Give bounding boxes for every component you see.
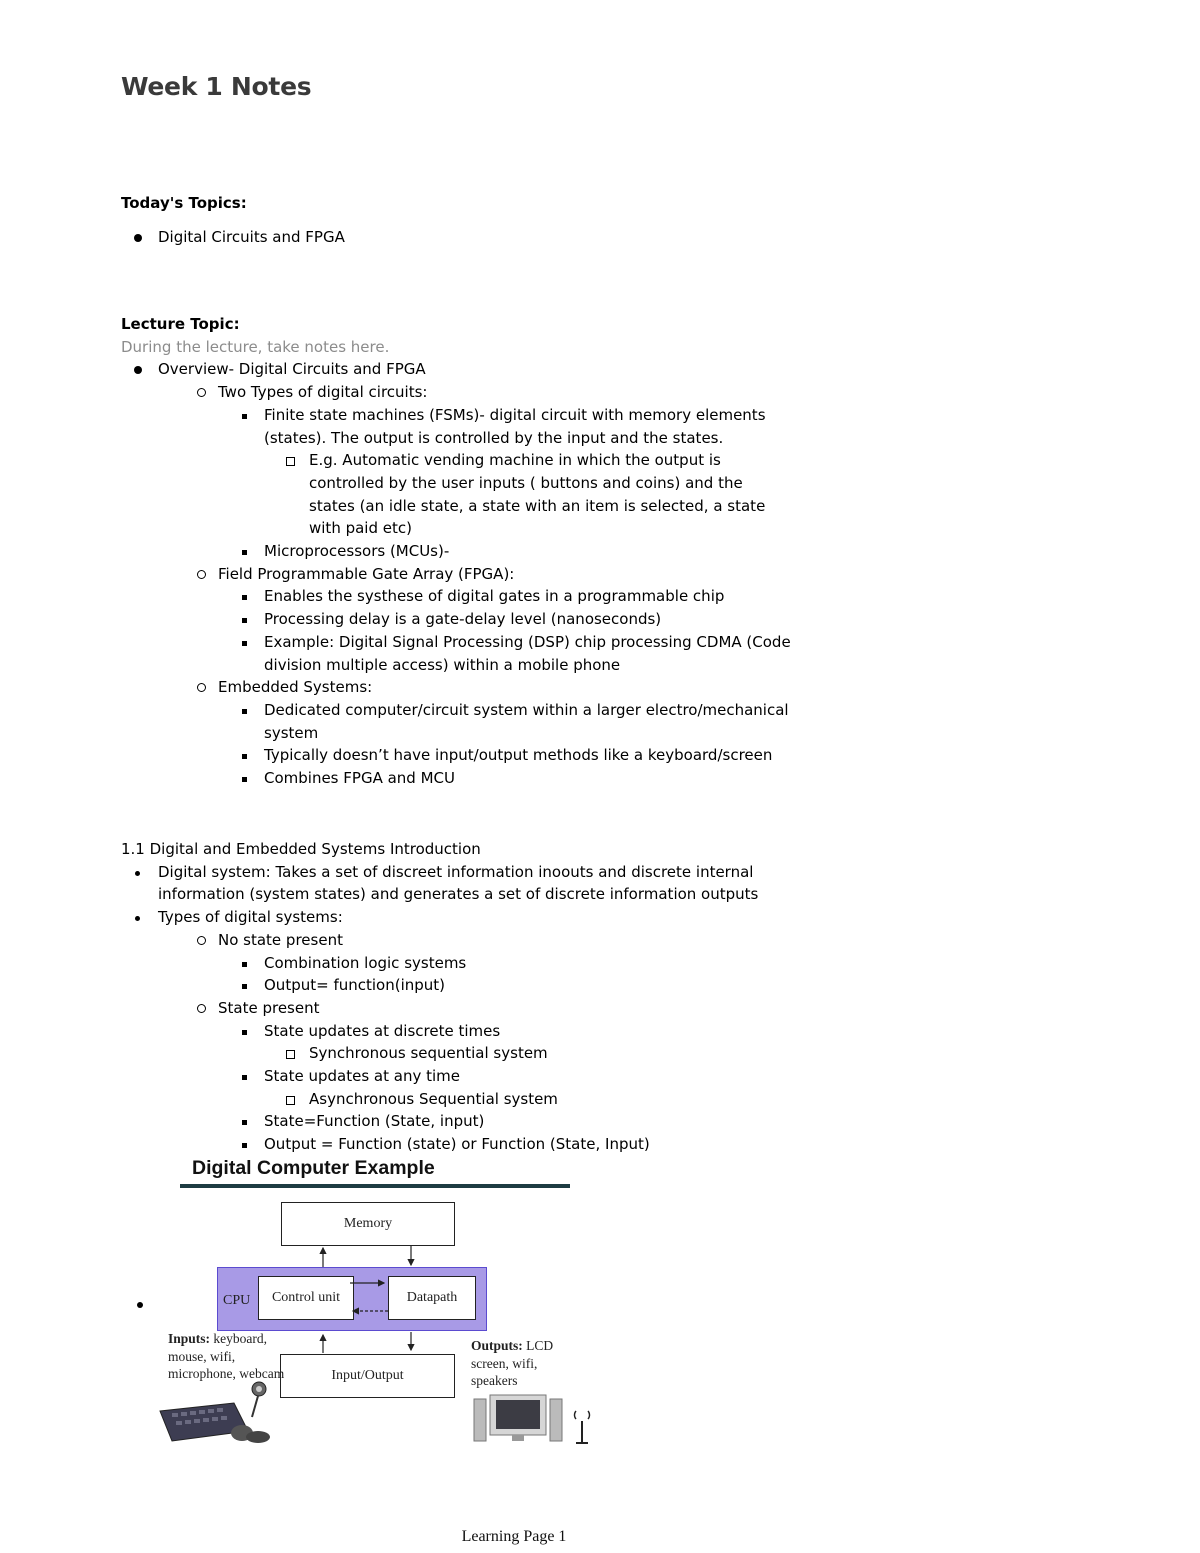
digital-computer-figure: [150, 1155, 610, 1455]
cpu-label: CPU: [223, 1293, 251, 1308]
lecture-section: [121, 313, 841, 790]
keyboard-webcam-picture: [156, 1381, 276, 1447]
section-heading: 1.1 Digital and Embedded Systems Introduction: [121, 840, 481, 858]
list-item: Example: Digital Signal Processing (DSP) chip processing CDMA (Code division multiple access) within a mobile phone: [121, 631, 794, 676]
memory-box: Memory: [281, 1202, 455, 1246]
list-item: Processing delay is a gate-delay level (nanoseconds): [121, 608, 841, 631]
list-item: Synchronous sequential system: [121, 1042, 841, 1065]
list-item: Microprocessors (MCUs)-: [121, 540, 841, 563]
list-item: Output = Function (state) or Function (State, Input): [121, 1133, 841, 1156]
control-unit-box: Control unit: [258, 1276, 354, 1320]
list-item: Asynchronous Sequential system: [121, 1088, 841, 1111]
list-item: Overview- Digital Circuits and FPGA: [121, 358, 841, 381]
section-1-1: [121, 838, 841, 1156]
list-item: Dedicated computer/circuit system within a larger electro/mechanical system: [121, 699, 806, 744]
monitor-speakers-picture: [472, 1391, 602, 1451]
list-item: State=Function (State, input): [121, 1110, 841, 1133]
list-item: Typically doesn’t have input/output methods like a keyboard/screen: [121, 744, 864, 767]
list-item: Combination logic systems: [121, 952, 841, 975]
notes-hint: During the lecture, take notes here.: [121, 337, 390, 356]
list-item: State updates at any time: [121, 1065, 841, 1088]
inputs-text: Inputs: keyboard, mouse, wifi, microphone, webcam: [168, 1331, 285, 1381]
topics-heading: Today's Topics:: [121, 194, 247, 212]
list-item: Enables the systhese of digital gates in a programmable chip: [121, 585, 841, 608]
list-item: State present: [121, 997, 841, 1020]
list-item: Digital Circuits and FPGA: [121, 226, 841, 249]
list-item: Field Programmable Gate Array (FPGA):: [121, 563, 841, 586]
list-item: Output= function(input): [121, 974, 841, 997]
list-item: E.g. Automatic vending machine in which the output is controlled by the user inputs ( buttons and coins) and the states (an idle state, a state with an item is selected, a state with paid etc): [121, 449, 793, 540]
datapath-box: Datapath: [388, 1276, 476, 1320]
list-item: Digital system: Takes a set of discreet information inoouts and discrete internal information (system states) and generates a set of discrete information outputs: [121, 861, 768, 906]
outputs-text: Outputs: LCD screen, wifi, speakers: [471, 1338, 554, 1388]
todays-topics: [121, 192, 841, 248]
lecture-heading: Lecture Topic:: [121, 315, 240, 333]
page-title: Week 1 Notes: [121, 72, 312, 101]
figure-bullet: [137, 1302, 143, 1308]
list-item: State updates at discrete times: [121, 1020, 841, 1043]
input-output-box: Input/Output: [280, 1354, 455, 1398]
list-item: Combines FPGA and MCU: [121, 767, 841, 790]
list-item: Finite state machines (FSMs)- digital circuit with memory elements (states). The output is controlled by the input and the states.: [121, 404, 784, 449]
list-item: Two Types of digital circuits:: [121, 381, 841, 404]
list-item: Embedded Systems:: [121, 676, 841, 699]
list-item: No state present: [121, 929, 841, 952]
list-item: Types of digital systems:: [121, 906, 841, 929]
page-footer: Learning Page 1: [461, 1528, 567, 1545]
figure-title: Digital Computer Example: [192, 1157, 435, 1179]
